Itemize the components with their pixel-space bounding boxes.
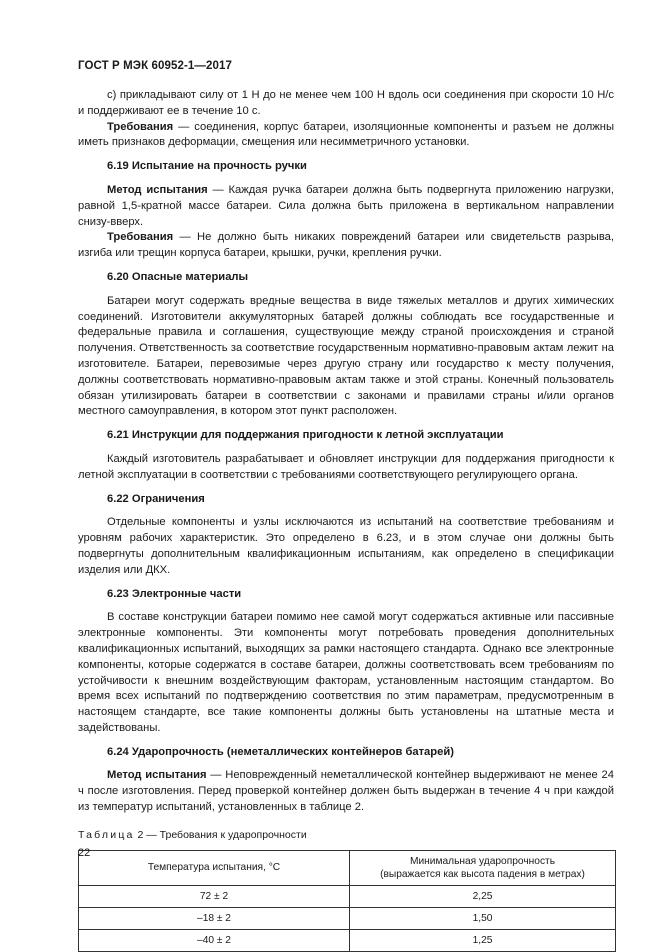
paragraph xyxy=(78,768,614,815)
paragraph xyxy=(78,183,614,230)
section-heading: 6.20 Опасные материалы xyxy=(107,270,249,283)
table-header-cell: Температура испытания, °С xyxy=(79,850,350,885)
table-row xyxy=(79,885,616,907)
table-cell: 1,25 xyxy=(350,929,616,951)
table-row xyxy=(79,907,616,929)
table-cell: 1,50 xyxy=(350,907,616,929)
section-heading: 6.22 Ограничения xyxy=(107,492,205,505)
paragraph xyxy=(78,610,614,736)
section-heading: 6.24 Ударопрочность (неметаллических контейнеров батарей) xyxy=(107,745,454,758)
table-cell: –18 ± 2 xyxy=(79,907,350,929)
table-header-row xyxy=(79,850,616,885)
table-caption xyxy=(78,828,614,844)
paragraph-lead: Метод испытания xyxy=(107,183,208,196)
paragraph-text: Каждый изготовитель разрабатывает и обновляет инструкции для поддержания пригодности к летной эксплуатации в соответствии с требованиями соответствующего регулирующего органа. xyxy=(78,452,614,481)
paragraph-text: В составе конструкции батареи помимо нее самой могут содержаться активные или пассивные электронные компоненты. Эти компоненты могут потребовать проведения дополнительных квалификационных испытаний, выходящих за рамки настоящего стандарта. Однако все электронные компоненты, которые содержатся в составе батареи, должны соответствовать всем требованиям по устойчивости к внешним воздействующим факторам, установленным настоящим стандартом. Во время всех испытаний по подтверждению соответствия по этим параметрам, предусмотренным в настоящем стандарте, все такие компоненты должны быть установлены на штатные места и задействованы. xyxy=(78,611,614,734)
paragraph-text: — Каждая ручка батареи должна быть подвергнута приложению нагрузки, равной 1,5-кратной массе батареи. Сила должна быть приложена в вертикальном направлении снизу-вверх. xyxy=(78,183,614,228)
document-header: ГОСТ Р МЭК 60952-1—2017 xyxy=(78,60,232,72)
document-body xyxy=(78,88,614,952)
section-heading: 6.21 Инструкции для поддержания пригодности к летной эксплуатации xyxy=(107,429,504,442)
paragraph-text: — Неповрежденный неметаллической контейнер выдерживают не менее 24 ч после изготовления. Перед проверкой контейнер должен быть выдержан в течение 4 ч при каждой из температур испытаний, установленных в таблице 2. xyxy=(78,769,614,814)
paragraph-text: Отдельные компоненты и узлы исключаются из испытаний на соответствие требованиям и уровням рабочих характеристик. Это определено в 6.23, и в этом случае они должны быть подвергнуты дополнительным квалификационным испытаниям, как определено в спецификации изделия или ДКХ. xyxy=(78,516,614,576)
section-heading: 6.23 Электронные части xyxy=(107,587,242,600)
paragraph-text: — соединения, корпус батареи, изоляционные компоненты и разъем не должны иметь признаков деформации, смещения или несимметричного установки. xyxy=(78,120,614,149)
table-cell: 2,25 xyxy=(350,885,616,907)
paragraph xyxy=(78,452,614,484)
table-cell: 72 ± 2 xyxy=(79,885,350,907)
page-number: 22 xyxy=(78,847,91,859)
paragraph-lead: Требования xyxy=(107,120,174,133)
section-heading: 6.19 Испытание на прочность ручки xyxy=(107,160,307,173)
table-caption-label: Таблица xyxy=(78,828,135,841)
paragraph-text: c) прикладывают силу от 1 Н до не менее чем 100 Н вдоль оси соединения при скорости 10 Н/с и поддерживают ее в течение 10 с. xyxy=(78,89,614,117)
paragraph xyxy=(78,230,614,262)
paragraph xyxy=(78,88,614,120)
paragraph xyxy=(78,120,614,152)
table-row xyxy=(79,929,616,951)
table-header-cell: Минимальная ударопрочность (выражается как высота падения в метрах) xyxy=(350,850,616,885)
paragraph-lead: Требования xyxy=(107,231,174,244)
impact-resistance-table xyxy=(78,850,616,952)
paragraph xyxy=(78,294,614,420)
paragraph-text: Батареи могут содержать вредные вещества в виде тяжелых металлов и других химических соединений. Изготовители аккумуляторных батарей должны соблюдать все государственные и федеральные правила и соглашения, существующие между страной происхождения и страной получения. Ответственность за соответствие государственным нормативно-правовым актам лежит на изготовителе. Батареи, перевозимые через другую страну или государство к месту получения, должны соответствовать нормативно-правовым актам также и этой страны. Конечный пользователь обязан утилизировать батареи в соответствии с законами и правилами страны и/или органов местного самоуправления, в котором этот пункт расположен. xyxy=(78,294,614,418)
paragraph-lead: Метод испытания xyxy=(107,769,207,782)
paragraph-text: — Не должно быть никаких повреждений батареи или свидетельств разрыва, изгиба или трещин корпуса батареи, крышки, ручки, крепления ручки. xyxy=(78,231,614,260)
paragraph xyxy=(78,515,614,578)
table-cell: –40 ± 2 xyxy=(79,929,350,951)
table-caption-title: 2 — Требования к ударопрочности xyxy=(134,828,307,841)
